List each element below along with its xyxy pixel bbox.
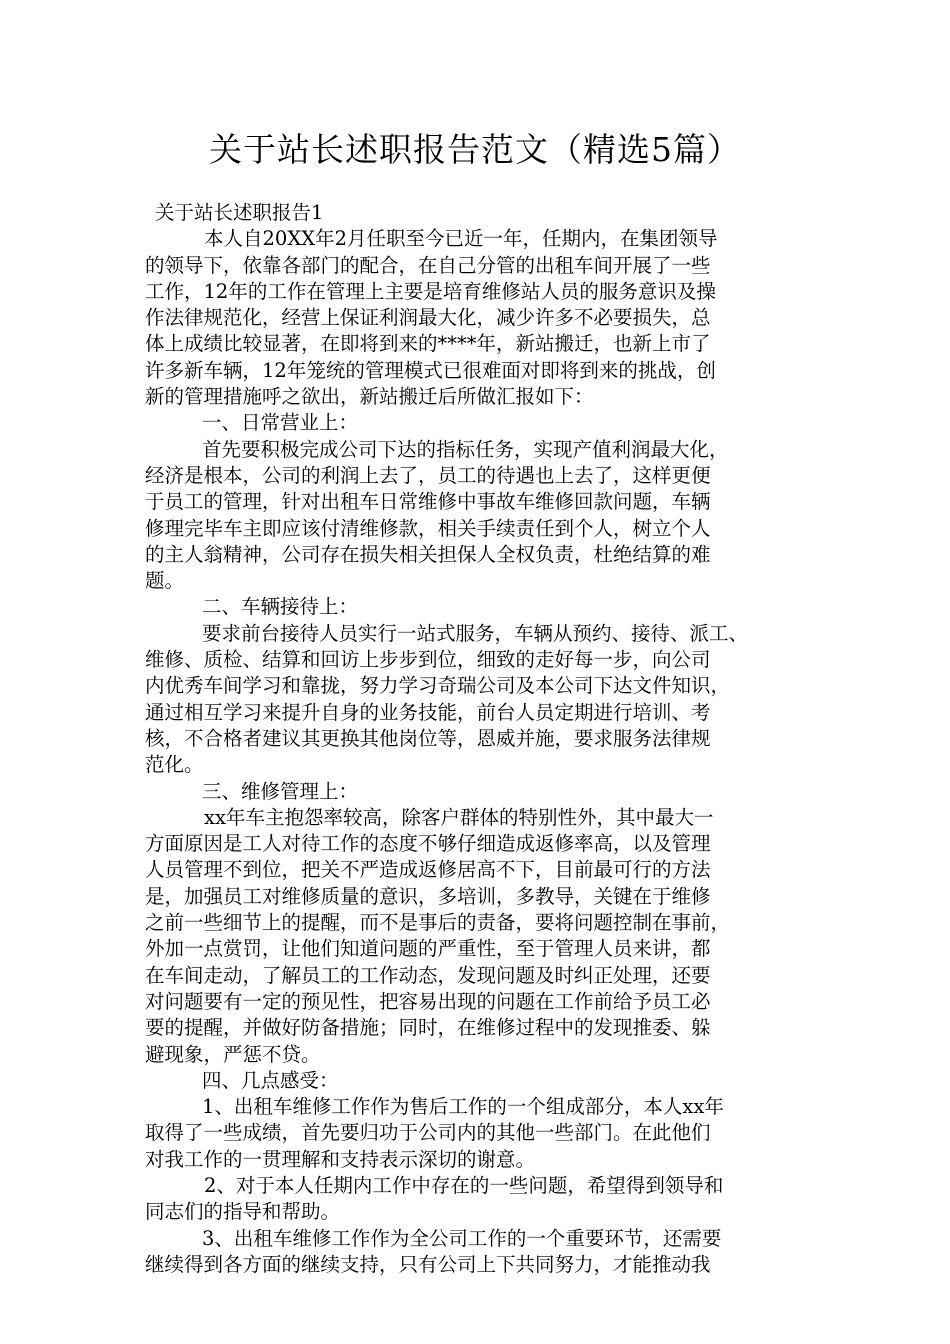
- subheading-repair-management: 三、维修管理上：: [202, 779, 359, 803]
- paragraph-line: 经济是根本，公司的利润上去了，员工的待遇也上去了，这样更便: [145, 463, 711, 487]
- subheading-reflections: 四、几点感受：: [202, 1068, 339, 1092]
- paragraph-line: 避现象，严惩不贷。: [145, 1042, 321, 1066]
- paragraph-line: 内优秀车间学习和靠拢，努力学习奇瑞公司及本公司下达文件知识，: [145, 674, 731, 698]
- paragraph-line: 核，不合格者建议其更换其他岗位等，恩威并施，要求服务法律规: [145, 726, 711, 750]
- paragraph-line: 对问题要有一定的预见性，把容易出现的问题在工作前给予员工必: [145, 989, 711, 1013]
- paragraph-line: 1、出租车维修工作作为售后工作的一个组成部分，本人xx年: [202, 1095, 724, 1119]
- paragraph-line: 之前一些细节上的提醒，而不是事后的责备，要将问题控制在事前，: [145, 911, 731, 935]
- paragraph-line: 要求前台接待人员实行一站式服务，车辆从预约、接待、派工、: [202, 621, 749, 645]
- paragraph-line: 工作，12年的工作在管理上主要是培育维修站人员的服务意识及操: [145, 279, 716, 303]
- paragraph-line: 的领导下，依靠各部门的配合，在自己分管的出租车间开展了一些: [145, 253, 711, 277]
- paragraph-line: 范化。: [145, 753, 204, 777]
- paragraph-line: 同志们的指导和帮助。: [145, 1200, 341, 1224]
- subheading-vehicle-reception: 二、车辆接待上：: [202, 595, 359, 619]
- paragraph-line: 方面原因是工人对待工作的态度不够仔细造成返修率高，以及管理: [145, 832, 711, 856]
- section-heading-report-1: 关于站长述职报告1: [155, 201, 324, 224]
- paragraph-line: 新的管理措施呼之欲出，新站搬迁后所做汇报如下：: [145, 385, 594, 409]
- paragraph-line: 首先要积极完成公司下达的指标任务，实现产值利润最大化，: [202, 437, 729, 461]
- document-title: 关于站长述职报告范文（精选5篇）: [209, 130, 741, 169]
- paragraph-line: 继续得到各方面的继续支持，只有公司上下共同努力，才能推动我: [145, 1252, 711, 1276]
- paragraph-line: 在车间走动，了解员工的工作动态，发现问题及时纠正处理，还要: [145, 963, 711, 987]
- paragraph-line: xx年车主抱怨率较高，除客户群体的特别性外，其中最大一: [204, 805, 714, 829]
- paragraph-line: 对我工作的一贯理解和支持表示深切的谢意。: [145, 1147, 536, 1171]
- paragraph-line: 人员管理不到位，把关不严造成返修居高不下，目前最可行的方法: [145, 858, 711, 882]
- paragraph-line: 要的提醒，并做好防备措施；同时，在维修过程中的发现推委、躲: [145, 1016, 711, 1040]
- paragraph-line: 外加一点赏罚，让他们知道问题的严重性，至于管理人员来讲，都: [145, 937, 711, 961]
- paragraph-line: 作法律规范化，经营上保证利润最大化，减少许多不必要损失，总: [145, 306, 711, 330]
- document-body: [145, 200, 825, 1278]
- paragraph-line: 的主人翁精神，公司存在损失相关担保人全权负责，杜绝结算的难: [145, 542, 711, 566]
- paragraph-line: 取得了一些成绩，首先要归功于公司内的其他一些部门。在此他们: [145, 1121, 711, 1145]
- paragraph-line: 维修、质检、结算和回访上步步到位，细致的走好每一步，向公司: [145, 648, 711, 672]
- paragraph-line: 修理完毕车主即应该付清维修款，相关手续责任到个人，树立个人: [145, 516, 711, 540]
- paragraph-line: 于员工的管理，针对出租车日常维修中事故车维修回款问题，车辆: [145, 490, 711, 514]
- paragraph-line: 题。: [145, 569, 185, 593]
- paragraph-line: 通过相互学习来提升自身的业务技能，前台人员定期进行培训、考: [145, 700, 711, 724]
- paragraph-line: 是，加强员工对维修质量的意识，多培训，多教导，关键在于维修: [145, 884, 711, 908]
- paragraph-line: 2、对于本人任期内工作中存在的一些问题，希望得到领导和: [204, 1173, 724, 1197]
- paragraph-line: 3、出租车维修工作作为全公司工作的一个重要环节，还需要: [202, 1226, 722, 1250]
- subheading-daily-business: 一、日常营业上：: [202, 411, 359, 435]
- paragraph-line: 本人自20XX年2月任职至今已近一年，任期内，在集团领导: [204, 227, 718, 251]
- paragraph-line: 体上成绩比较显著，在即将到来的****年，新站搬迁，也新上市了: [145, 332, 711, 356]
- paragraph-line: 许多新车辆，12年笼统的管理模式已很难面对即将到来的挑战，创: [145, 358, 716, 382]
